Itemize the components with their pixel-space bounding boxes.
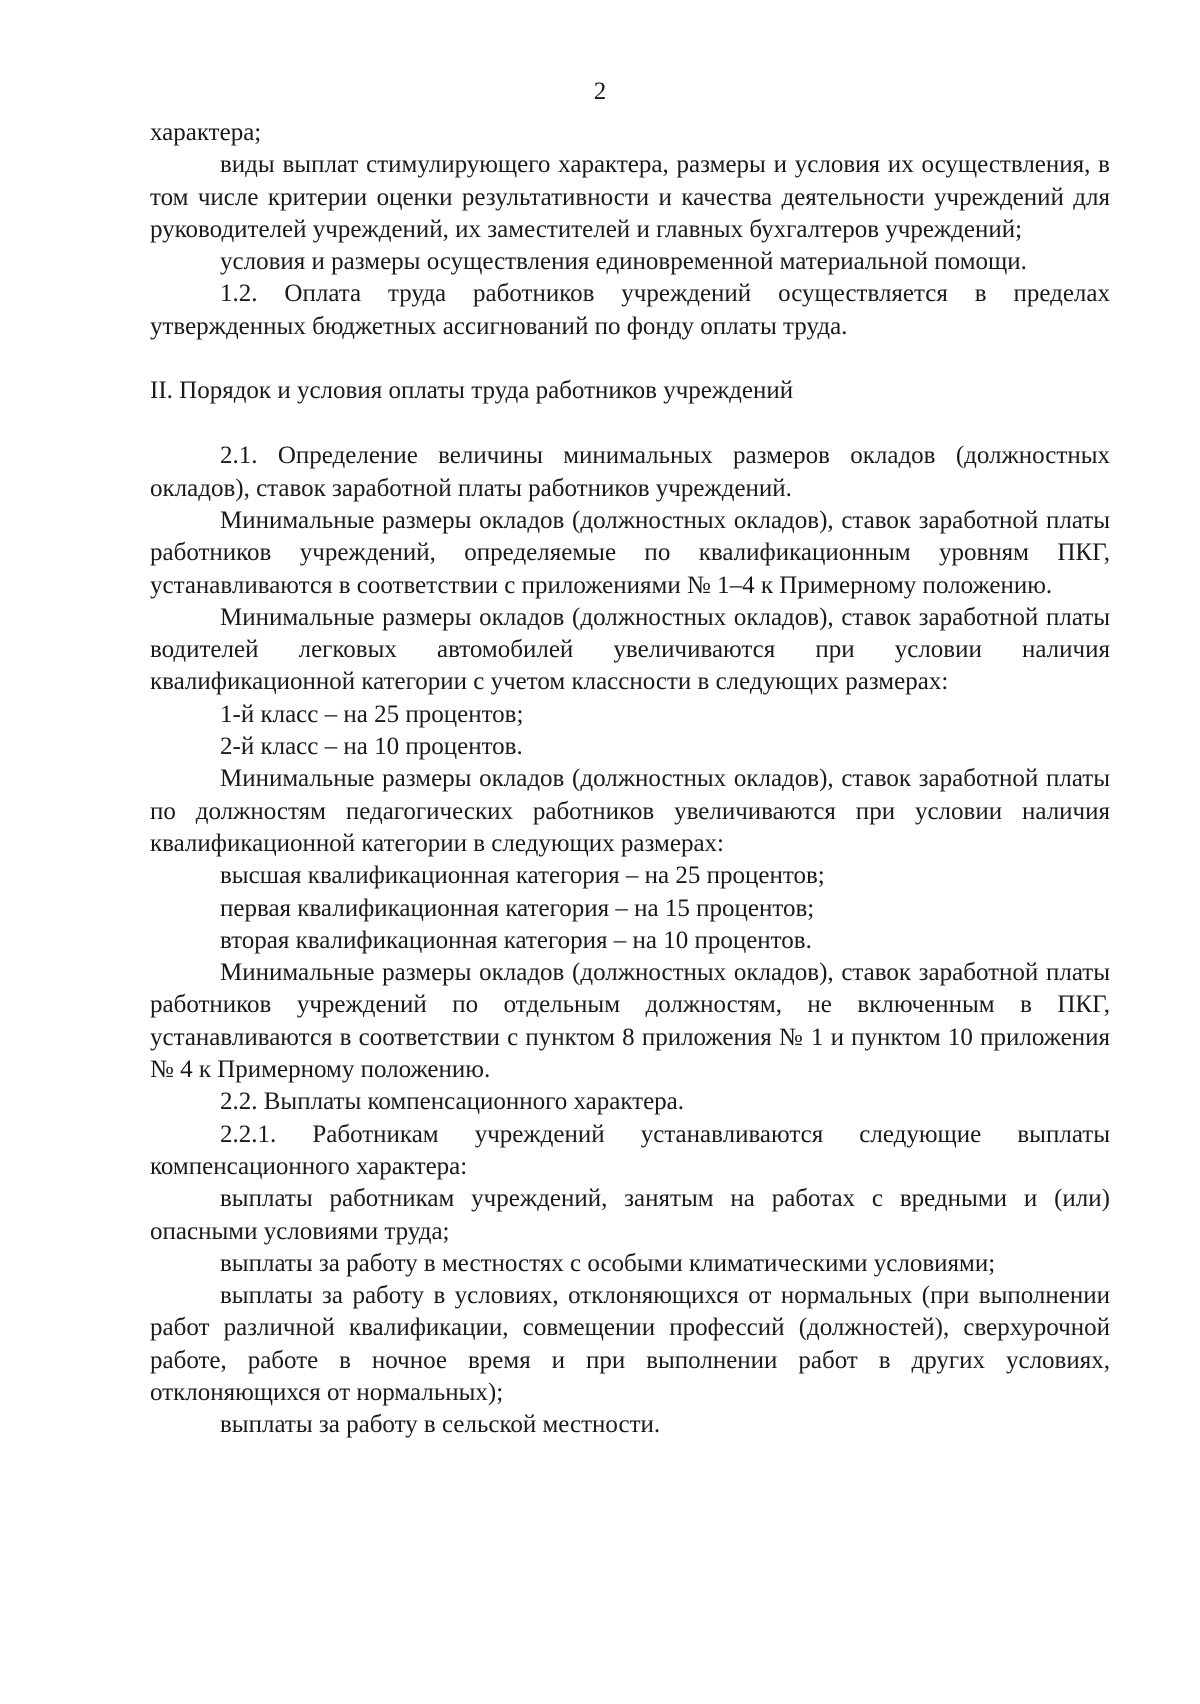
list-item-climatic-conditions: выплаты за работу в местностях с особыми климатическими условиями; (220, 1249, 996, 1277)
list-item-harmful-conditions: выплаты работникам учреждений, занятым на работах с вредными и (или) опасными условиями труда; (150, 1185, 1110, 1245)
list-item-abnormal-conditions: выплаты за работу в условиях, отклоняющихся от нормальных (при выполнении работ различной квалификации, совмещении профессий (должностей), сверхурочной работе, работе в ночное время и при выполнении работ в других условиях, отклоняющихся от нормальных); (150, 1282, 1110, 1406)
paragraph-2-2: 2.2. Выплаты компенсационного характера. (220, 1088, 685, 1116)
paragraph-material-aid: условия и размеры осуществления единовременной материальной помощи. (220, 248, 1027, 276)
paragraph-continuation: характера; (150, 119, 262, 146)
page-number: 2 (593, 78, 607, 105)
list-item-first-category: первая квалификационная категория – на 15 процентов; (220, 894, 815, 922)
paragraph-stimulating-payments: виды выплат стимулирующего характера, размеры и условия их осуществления, в том числе критерии оценки результативности и качества деятельности учреждений для руководителей учреждений, их заместителей и главных бухгалтеров учреждений; (150, 151, 1110, 243)
section-heading: II. Порядок и условия оплаты труда работников учреждений (150, 377, 794, 405)
paragraph-teachers: Минимальные размеры окладов (должностных окладов), ставок заработной платы по должностям педагогических работников увеличиваются при условии наличия квалификационной категории в следующих размерах: (150, 765, 1110, 857)
paragraph-2-2-1: 2.2.1. Работникам учреждений устанавливаются следующие выплаты компенсационного характера: (150, 1120, 1110, 1180)
list-item-rural-area: выплаты за работу в сельской местности. (220, 1411, 661, 1439)
list-item-class-2: 2-й класс – на 10 процентов. (220, 733, 523, 761)
paragraph-2-1: 2.1. Определение величины минимальных размеров окладов (должностных окладов), ставок заработной платы работников учреждений. (150, 442, 1110, 502)
list-item-class-1: 1-й класс – на 25 процентов; (220, 700, 524, 728)
list-item-highest-category: высшая квалификационная категория – на 25 процентов; (220, 862, 825, 890)
paragraph-1-2: 1.2. Оплата труда работников учреждений осуществляется в пределах утвержденных бюджетных ассигнований по фонду оплаты труда. (150, 280, 1110, 340)
document-body (150, 117, 1110, 1442)
paragraph-other-positions: Минимальные размеры окладов (должностных окладов), ставок заработной платы работников учреждений по отдельным должностям, не включенным в ПКГ, устанавливаются в соответствии с пунктом 8 приложения № 1 и пунктом 10 приложения № 4 к Примерному положению. (150, 959, 1110, 1084)
paragraph-min-salaries-pkg: Минимальные размеры окладов (должностных окладов), ставок заработной платы работников учреждений, определяемые по квалификационным уровням ПКГ, устанавливаются в соответствии с приложениями № 1–4 к Примерному положению. (150, 506, 1110, 599)
paragraph-drivers: Минимальные размеры окладов (должностных окладов), ставок заработной платы водителей легковых автомобилей увеличиваются при условии наличия квалификационной категории с учетом классности в следующих размерах: (150, 603, 1110, 696)
list-item-second-category: вторая квалификационная категория – на 10 процентов. (220, 926, 812, 954)
